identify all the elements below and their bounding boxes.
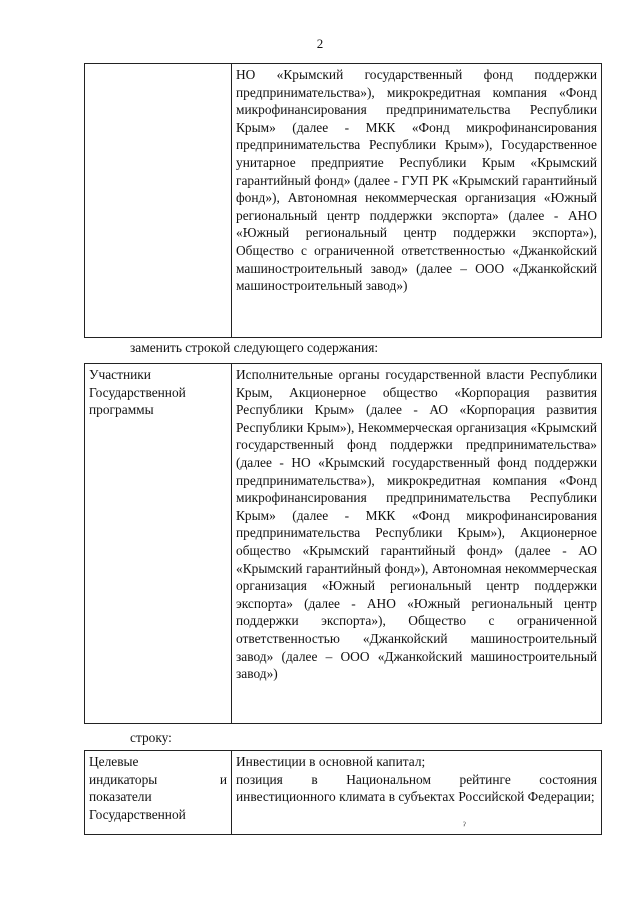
indicators-label-cell (85, 751, 232, 835)
indicators-label-line-1: Целевые (89, 754, 139, 769)
previous-row-content-cell: НО «Крымский государственный фонд поддержки предпринимательства»), микрокредитная компания «Фонд микрофинансирования предпринимательства Республики Крым» (далее - МКК «Фонд микрофинансирования предпринимательства Республики Крым»), Государственное унитарное предприятие Республики Крым «Крымский гарантийный фонд» (далее - ГУП РК «Крымский гарантийный фонд»), Автономная некоммерческая организация «Южный региональный центр поддержки экспорта» (далее - АНО «Южный региональный центр поддержки экспорта»), Общество с ограниченной ответственностью «Джанкойский машиностроительный завод» (далее – ООО «Джанкойский машиностроительный завод») (232, 64, 602, 338)
indicators-item-1: Инвестиции в основной капитал; (236, 754, 426, 769)
previous-row-table (84, 63, 602, 338)
indicators-label-line-4: Государственной (89, 806, 186, 822)
page-number: 2 (316, 36, 324, 51)
indicators-label-line-3: показатели (89, 789, 152, 805)
participants-content-cell: Исполнительные органы государственной власти Республики Крым, Акционерное общество «Корпорация развития Республики Крым» (далее - АО «Корпорация развития Республики Крым»), Некоммерческая организация «Крымский государственный фонд поддержки предпринимательства» (далее - НО «Крымский государственный фонд поддержки предпринимательства»), микрокредитная компания «Фонд микрофинансирования предпринимательства Республики Крым» (далее - МКК «Фонд микрофинансирования предпринимательства Республики Крым»), Акционерное общество «Крымский гарантийный фонд» (далее - АО «Крымский гарантийный фонд»), Автономная некоммерческая организация «Южный региональный центр поддержки экспорта» (далее - АНО «Южный региональный центр поддержки экспорта»), Общество с ограниченной ответственностью «Джанкойский машиностроительный завод» (далее – ООО «Джанкойский машиностроительный завод») (232, 364, 602, 724)
pen-mark-icon: ˀ (463, 820, 466, 832)
table-row (85, 364, 602, 724)
table-row (85, 64, 602, 338)
table-row (85, 751, 602, 835)
indicators-label-line-2: индикаторы и (89, 771, 227, 787)
indicators-table (84, 750, 602, 835)
row-label: строку: (130, 730, 172, 745)
indicators-item-2: позиция в Национальном рейтинге состояния инвестиционного климата в субъектах Российской Федерации; (236, 771, 597, 805)
participants-label-cell: Участники Государственной программы (85, 364, 232, 724)
replace-instruction: заменить строкой следующего содержания: (130, 340, 379, 355)
indicators-content-cell (232, 751, 602, 835)
participants-table (84, 363, 602, 724)
previous-row-label-cell (85, 64, 232, 338)
